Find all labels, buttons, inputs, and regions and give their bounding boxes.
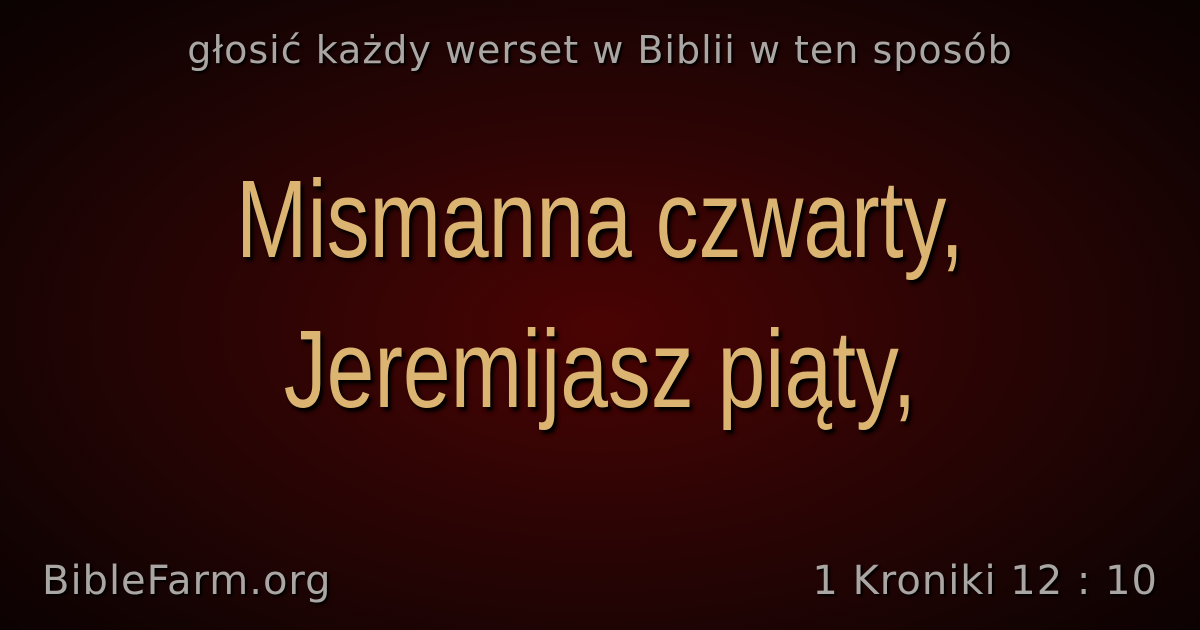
verse-text: [132, 145, 1068, 445]
header-tagline: głosić każdy werset w Biblii w ten sposób: [187, 28, 1013, 72]
verse-reference: 1 Kroniki 12 : 10: [812, 558, 1158, 604]
site-name: BibleFarm.org: [42, 558, 332, 604]
verse-line-1: Mismanna czwarty,: [236, 158, 964, 281]
verse-line-2: Jeremijasz piąty,: [283, 308, 917, 431]
